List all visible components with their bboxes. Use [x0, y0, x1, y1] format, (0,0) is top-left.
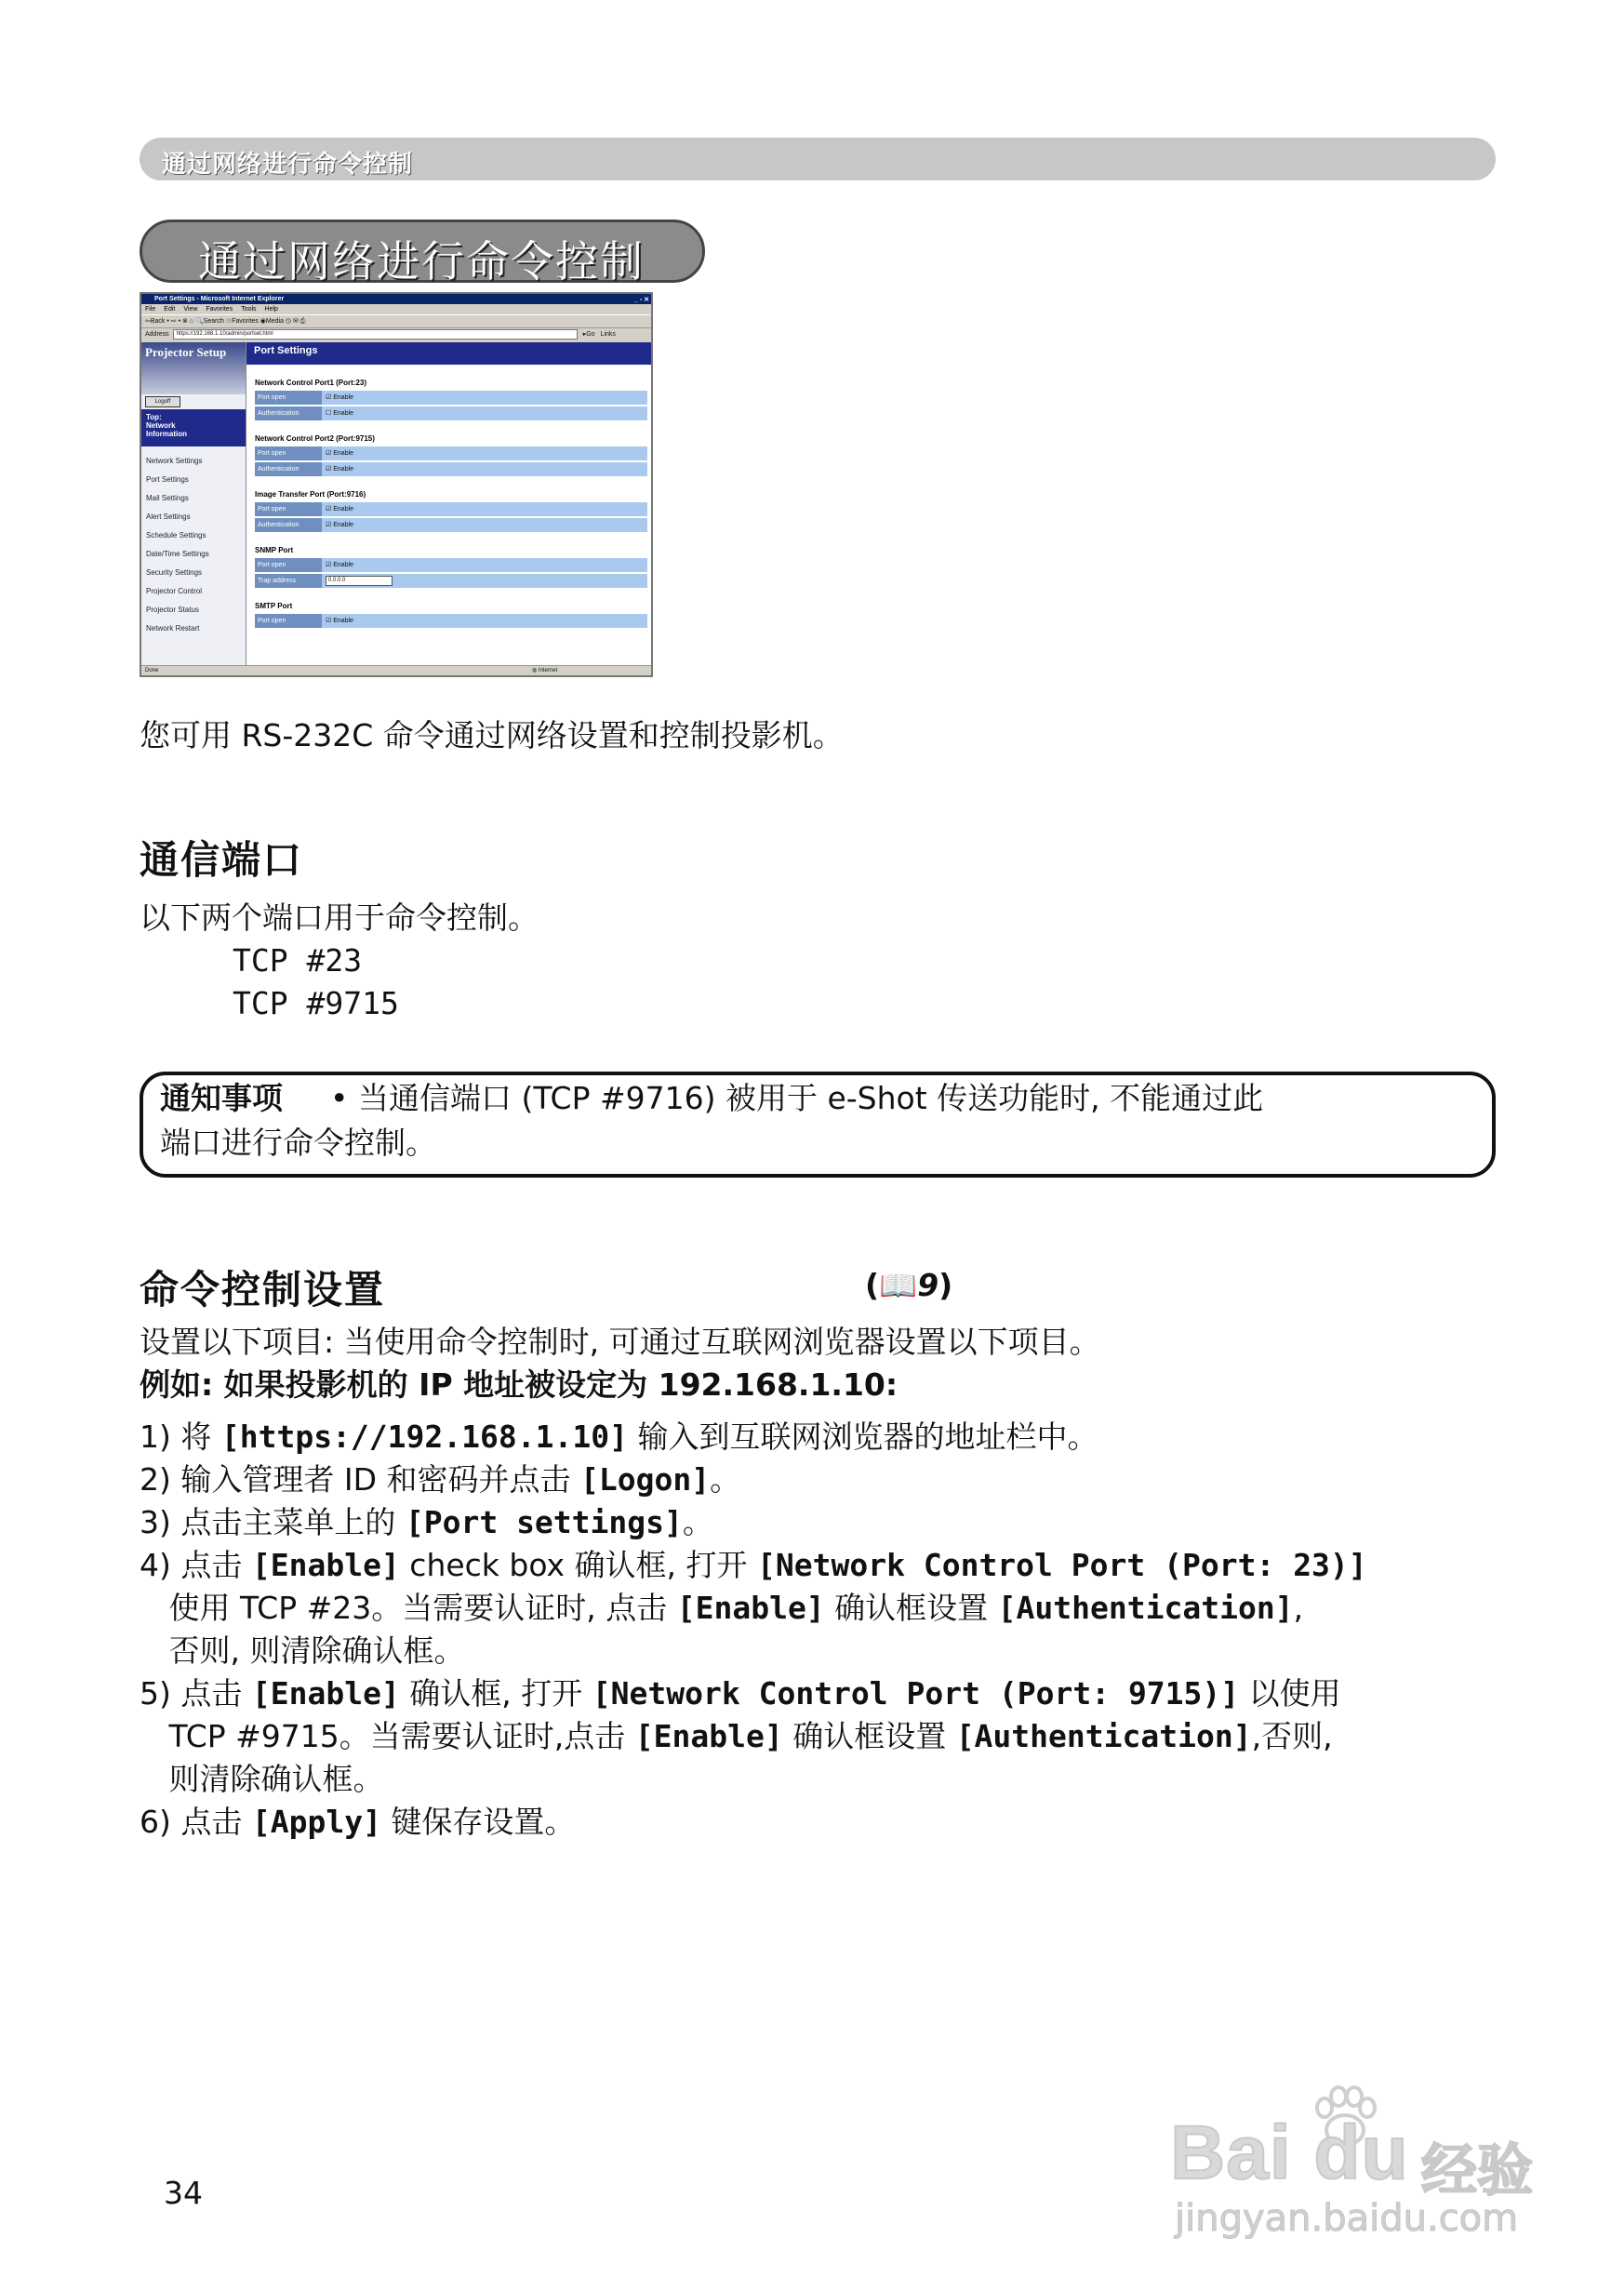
setting-key: Port open — [255, 391, 322, 405]
setting-value: ☑ Enable — [326, 618, 354, 624]
browser-screenshot — [140, 292, 653, 677]
port-section-title: SNMP Port — [255, 546, 294, 554]
browser-menu-item: View — [183, 306, 198, 313]
ports-intro: 以下两个端口用于命令控制。 — [140, 899, 539, 936]
port-setting-row — [255, 406, 647, 420]
setting-key: Authentication — [255, 518, 322, 532]
baidu-watermark — [1170, 2089, 1542, 2238]
browser-sidebar — [141, 342, 246, 666]
ui-reference: [Authentication] — [997, 1590, 1294, 1626]
step-text: , — [1293, 1590, 1304, 1626]
browser-statusbar: Done ◍ Internet — [141, 665, 653, 675]
setting-value: 0.0.0.0 — [322, 574, 393, 588]
ui-reference: [Port settings] — [405, 1504, 683, 1540]
step-text: 输入到互联网浏览器的地址栏中。 — [627, 1419, 1098, 1455]
example-line: 例如: 如果投影机的 IP 地址被设定为 192.168.1.10: — [140, 1366, 899, 1403]
port-section-title: Network Control Port1 (Port:23) — [255, 379, 367, 387]
browser-menubar — [141, 304, 651, 314]
step-text: TCP #9715。当需要认证时,点击 — [140, 1718, 635, 1754]
setting-value: ☑ Enable — [326, 450, 354, 457]
step-line — [140, 1501, 713, 1544]
ui-reference: [Authentication] — [955, 1718, 1252, 1754]
notice-line-2: 端口进行命令控制。 — [160, 1125, 436, 1161]
section-heading-ports: 通信端口 — [140, 837, 304, 883]
header-bar — [140, 138, 1496, 180]
step-line — [140, 1801, 575, 1844]
step-text: 确认框设置 — [824, 1590, 998, 1626]
settings-intro: 设置以下项目: 当使用命令控制时, 可通过互联网浏览器设置以下项目。 — [140, 1324, 1100, 1360]
browser-menu-item: Favorites — [206, 306, 233, 313]
step-text: 3) 点击主菜单上的 — [140, 1504, 406, 1540]
step-text: 4) 点击 — [140, 1547, 252, 1583]
setting-key: Authentication — [255, 462, 322, 476]
browser-titlebar — [141, 294, 651, 304]
step-line — [140, 1544, 1367, 1587]
browser-nav-item: Alert Settings — [146, 513, 191, 521]
step-line — [140, 1630, 464, 1672]
brand-logo: Projector Setup — [141, 342, 246, 394]
ui-reference: [Network Control Port (Port: 23)] — [757, 1547, 1367, 1583]
browser-main — [246, 342, 651, 666]
ui-reference: [Enable] — [251, 1675, 400, 1712]
watermark-main: Bai du — [1170, 2111, 1409, 2195]
port-setting-row — [255, 518, 647, 532]
browser-menu-item: File — [145, 306, 156, 313]
browser-nav-item: Security Settings — [146, 568, 203, 577]
port-settings-title: Port Settings — [246, 342, 651, 365]
browser-menu-item: Help — [264, 306, 278, 313]
browser-nav-item: Mail Settings — [146, 494, 189, 502]
setting-key: Trap address — [255, 574, 322, 588]
step-text: 。 — [710, 1461, 741, 1498]
address-label: Address — [145, 331, 169, 338]
browser-nav-item: Date/Time Settings — [146, 550, 209, 558]
step-text: ,否则, — [1251, 1718, 1333, 1754]
port-setting-row — [255, 446, 647, 460]
links-label: Links — [600, 331, 616, 338]
port-setting-row — [255, 558, 647, 572]
go-button: ▸Go — [582, 331, 595, 338]
page-number: 34 — [164, 2175, 203, 2211]
browser-window-title: Port Settings - Microsoft Internet Explorer — [154, 296, 285, 302]
setting-key: Port open — [255, 558, 322, 572]
step-text: 键保存设置。 — [380, 1804, 576, 1840]
page-title — [140, 220, 705, 286]
notice-label: 通知事项 — [160, 1080, 283, 1116]
step-text: 否则, 则清除确认框。 — [140, 1632, 465, 1669]
browser-toolbar: ⇦Back • ⇨ • ⊗ ⌂ 🔍Search ☆Favorites ◉Media ◷ ✉ ⎙ — [141, 314, 651, 328]
browser-nav-item: Schedule Settings — [146, 531, 206, 540]
port-section-title: SMTP Port — [255, 602, 293, 610]
setting-value: ☑ Enable — [326, 466, 354, 473]
port-setting-row — [255, 574, 647, 588]
watermark-cn: 经验 — [1421, 2138, 1533, 2204]
browser-menu-item: Tools — [241, 306, 257, 313]
setting-key: Port open — [255, 446, 322, 460]
setting-key: Port open — [255, 502, 322, 516]
page-reference: (📖9) — [865, 1267, 953, 1303]
port-item: TCP #23 — [233, 942, 363, 979]
browser-nav-item: Projector Control — [146, 587, 203, 595]
step-line — [140, 1672, 1341, 1715]
ui-reference: [https://192.168.1.10] — [220, 1419, 628, 1455]
ui-reference: [Enable] — [251, 1547, 400, 1583]
ui-reference: [Apply] — [251, 1804, 381, 1840]
port-section-title: Network Control Port2 (Port:9715) — [255, 434, 375, 443]
step-text: 则清除确认框。 — [140, 1761, 384, 1797]
setting-value: ☑ Enable — [326, 506, 354, 513]
step-text: 使用 TCP #23。当需要认证时, 点击 — [140, 1590, 677, 1626]
browser-nav — [146, 452, 209, 638]
browser-nav-item: Network Settings — [146, 457, 203, 465]
step-text: 1) 将 — [140, 1419, 221, 1455]
setting-value: ☐ Enable — [326, 410, 354, 417]
port-section-title: Image Transfer Port (Port:9716) — [255, 490, 366, 499]
step-text: 5) 点击 — [140, 1675, 252, 1712]
globe-icon: ◍ Internet — [532, 668, 558, 673]
step-line — [140, 1416, 1098, 1459]
step-text: check box 确认框, 打开 — [399, 1547, 758, 1583]
step-line — [140, 1758, 383, 1801]
setting-value: ☑ Enable — [326, 522, 354, 528]
ui-reference: [Enable] — [676, 1590, 825, 1626]
port-setting-row — [255, 391, 647, 405]
step-text: 。 — [682, 1504, 713, 1540]
header-label: 通过网络进行命令控制 — [162, 151, 414, 179]
step-line — [140, 1715, 1333, 1758]
window-controls-icon: _ ▫ ✕ — [633, 297, 649, 303]
logoff-button: Logoff — [145, 396, 180, 407]
browser-content — [141, 342, 651, 666]
page-title-text: 通过网络进行命令控制 — [198, 236, 645, 286]
browser-menu-item: Edit — [164, 306, 176, 313]
browser-nav-item: Port Settings — [146, 475, 189, 484]
step-text: 确认框设置 — [782, 1718, 956, 1754]
setting-value: ☑ Enable — [326, 394, 354, 401]
step-text: 确认框, 打开 — [399, 1675, 592, 1712]
ui-reference: [Logon] — [579, 1461, 711, 1498]
ui-reference: [Enable] — [634, 1718, 783, 1754]
step-text: 6) 点击 — [140, 1804, 252, 1840]
step-text: 2) 输入管理者 ID 和密码并点击 — [140, 1461, 580, 1498]
watermark-url: jingyan.baidu.com — [1175, 2197, 1519, 2240]
intro-text: 您可用 RS-232C 命令通过网络设置和控制投影机。 — [140, 717, 844, 753]
port-item: TCP #9715 — [233, 985, 399, 1021]
port-setting-row — [255, 502, 647, 516]
book-icon: 📖 — [879, 1267, 918, 1303]
step-text: 以使用 — [1239, 1675, 1341, 1712]
notice-line-1 — [160, 1077, 1263, 1120]
browser-nav-item: Network Restart — [146, 624, 200, 633]
notice-text: • 当通信端口 (TCP #9716) 被用于 e-Shot 传送功能时, 不能通过此 — [330, 1080, 1264, 1116]
step-line — [140, 1587, 1303, 1630]
port-setting-row — [255, 614, 647, 628]
setting-key: Port open — [255, 614, 322, 628]
step-line — [140, 1459, 740, 1501]
setting-key: Authentication — [255, 406, 322, 420]
address-field: https://192.168.1.10/admin/portset.html — [173, 329, 578, 340]
port-setting-row — [255, 462, 647, 476]
browser-address-bar — [141, 328, 651, 340]
browser-nav-item: Projector Status — [146, 606, 199, 614]
setting-value: ☑ Enable — [326, 562, 354, 568]
top-network-info: Top: Network Information — [141, 409, 246, 446]
ui-reference: [Network Control Port (Port: 9715)] — [592, 1675, 1240, 1712]
section-heading-command-control: 命令控制设置 — [140, 1267, 386, 1312]
